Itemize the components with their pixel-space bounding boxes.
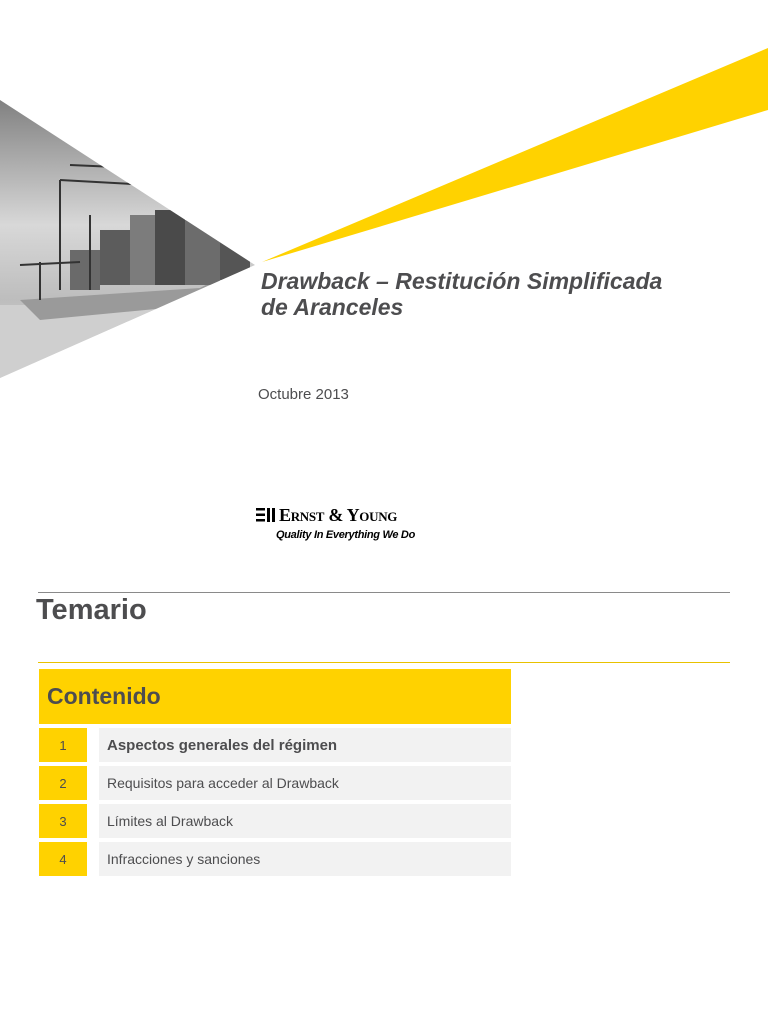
title-line-1: Drawback – Restitución Simplificada [261, 268, 663, 294]
ey-logo-tagline: Quality In Everything We Do [276, 529, 415, 541]
ey-mark-icon [256, 507, 276, 523]
yellow-beam [0, 0, 768, 300]
title-line-2: de Aranceles [261, 294, 404, 320]
contents-item[interactable] [39, 728, 511, 762]
item-label: Infracciones y sanciones [99, 842, 511, 876]
item-number: 4 [39, 842, 87, 876]
item-number: 2 [39, 766, 87, 800]
presentation-date: Octubre 2013 [258, 386, 349, 403]
agenda-heading: Temario [36, 594, 147, 626]
contents-item[interactable] [39, 766, 511, 800]
presentation-title [261, 268, 741, 320]
divider-line [38, 592, 730, 593]
contents-table [39, 669, 511, 876]
item-label: Límites al Drawback [99, 804, 511, 838]
contents-item[interactable] [39, 804, 511, 838]
ey-logo-name: Ernst & Young [279, 504, 398, 525]
contents-item[interactable] [39, 842, 511, 876]
item-label: Requisitos para acceder al Drawback [99, 766, 511, 800]
yellow-divider-line [38, 662, 730, 663]
contents-title: Contenido [39, 669, 511, 724]
item-number: 3 [39, 804, 87, 838]
ey-logo [256, 504, 436, 548]
item-number: 1 [39, 728, 87, 762]
item-label: Aspectos generales del régimen [99, 728, 511, 762]
